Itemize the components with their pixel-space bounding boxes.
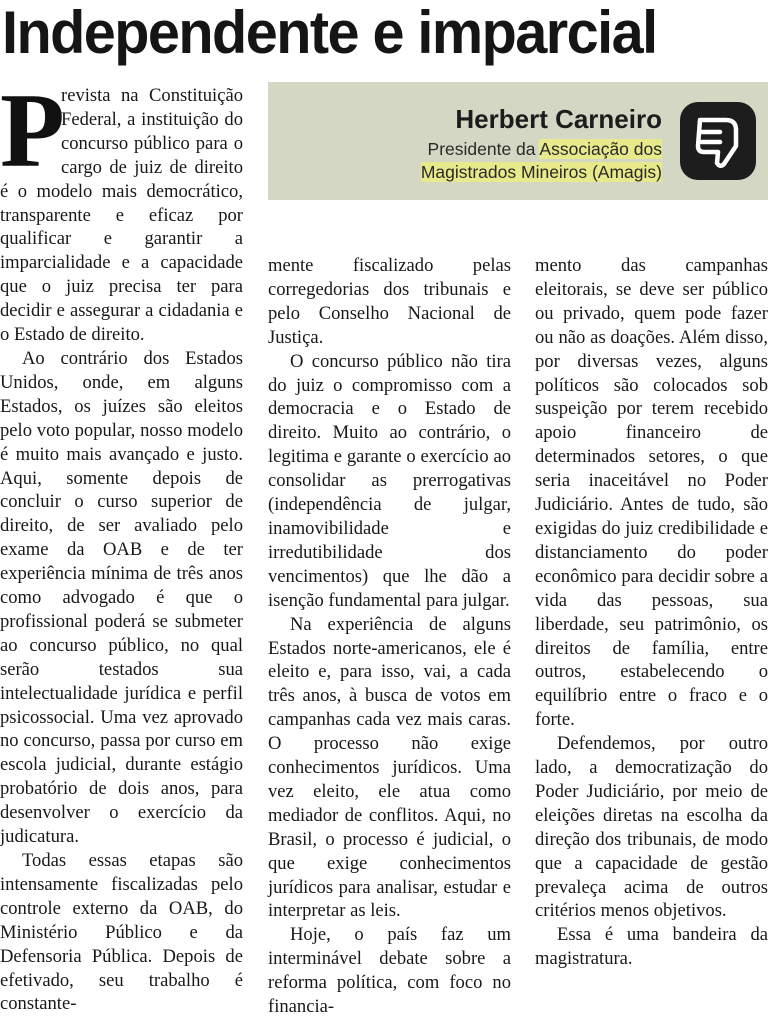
author-title: [342, 138, 662, 184]
drop-cap: P: [0, 72, 65, 189]
article-column-2: [268, 254, 511, 1019]
article-paragraph-1: [0, 72, 243, 347]
article-paragraph-6-continued: mento das campanhas eleitorais, se deve ser público ou privado, quem pode fazer ou não as doações. Além disso, por diversas vezes, alguns políticos são colocados sob suspeição por terem recebido apoio financeiro de determinados setores, o que seria inaceitável no Poder Judiciário. Antes de tudo, são exigidas do juiz credibilidade e distanciamento do poder econômico para decidir sobre a vida das pessoas, sua liberdade, seu patrimônio, os direitos de família, entre outros, estabelecendo o equilíbrio entre o fraco e o forte.: [535, 255, 768, 731]
article-paragraph-3: Todas essas etapas são intensamente fiscalizadas pelo controle externo da OAB, do Ministério Público e da Defensoria Pública. Depois de efetivado, seu trabalho é constante-: [0, 850, 243, 1015]
article-paragraph-2: Ao contrário dos Estados Unidos, onde, em alguns Estados, os juízes são eleitos pelo voto popular, nosso modelo é muito mais avançado e justo. Aqui, somente depois de concluir o curso superior de direito, de ser avaliado pelo exame da OAB e de ter experiência mínima de três anos como advogado é que o profissional poderá se submeter ao concurso público, no qual serão testados sua intelectualidade jurídica e perfil psicossocial. Uma vez aprovado no concurso, passa por curso em escola judicial, durante estágio probatório de dois anos, para desenvolver o exercício da judicatura.: [0, 347, 243, 848]
article-column-1: [0, 72, 243, 1016]
article-paragraph-8: Essa é uma bandeira da magistratura.: [535, 924, 768, 970]
thumbs-down-icon: [680, 102, 756, 180]
headline: Independente e imparcial: [2, 0, 657, 66]
article-paragraph-1-text: revista na Constituição Federal, a instituição do concurso público para o cargo de juiz de direito é o modelo mais democrático, transparente e eficaz por qualificar e garantir a imparcialidade e a capacidade que o juiz precisa ter para decidir e assegurar a cidadania e o Estado de direito.: [0, 85, 243, 346]
article-paragraph-7: Defendemos, por outro lado, a democratização do Poder Judiciário, por meio de eleições diretas na escolha da direção dos tribunais, de modo que a capacidade de gestão prevaleça acima de outros critérios menos objetivos.: [535, 733, 768, 922]
article-paragraph-4: O concurso público não tira do juiz o compromisso com a democracia e o Estado de direito. Muito ao contrário, o legitima e garante o exercício ao consolidar as prerrogativas (independência de julgar, inamovibilidade e irredutibilidade dos vencimentos) que lhe dão a isenção fundamental para julgar.: [268, 350, 511, 611]
author-name: Herbert Carneiro: [455, 104, 662, 134]
author-title-prefix: Presidente da: [427, 139, 540, 159]
article-paragraph-6: Hoje, o país faz um interminável debate sobre a reforma política, com foco no financia-: [268, 924, 511, 1018]
author-organization: Associação dos Magistrados Mineiros (Amagis): [420, 139, 662, 182]
article-paragraph-3-continued: mente fiscalizado pelas corregedorias dos tribunais e pelo Conselho Nacional de Justiça.: [268, 255, 511, 348]
article-paragraph-5: Na experiência de alguns Estados norte-americanos, ele é eleito e, para isso, vai, a cada três anos, à busca de votos em campanhas cada vez mais caras. O processo não exige conhecimentos jurídicos. Uma vez eleito, ele atua como mediador de conflitos. Aqui, no Brasil, o processo é judicial, o que exige conhecimentos jurídicos para analisar, estudar e interpretar as leis.: [268, 613, 511, 922]
author-box: [268, 82, 768, 200]
article-column-3: [535, 254, 768, 971]
